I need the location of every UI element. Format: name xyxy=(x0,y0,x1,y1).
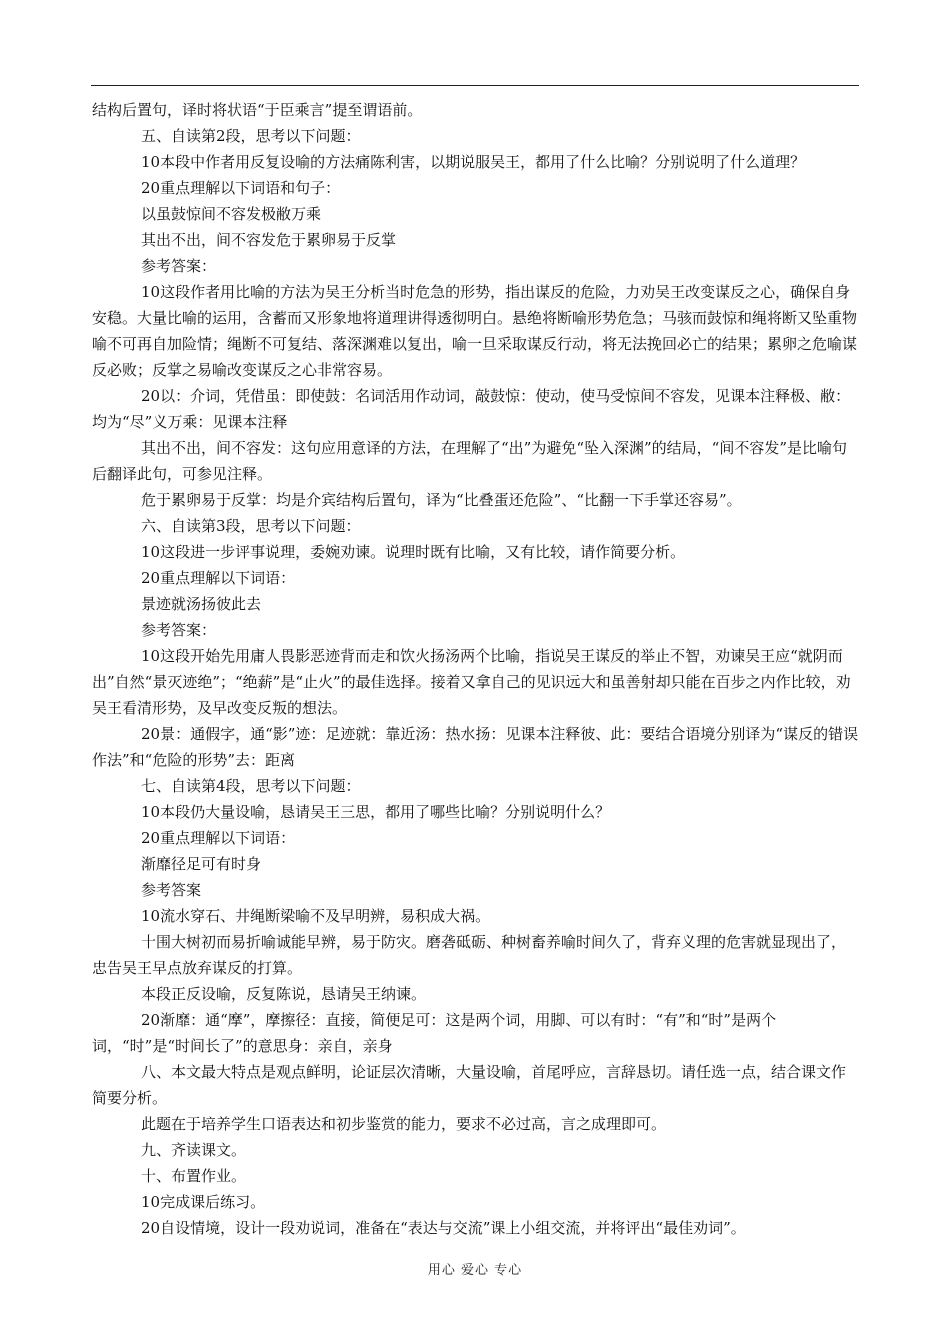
paragraph: 七、自读第4段，思考以下问题： xyxy=(141,777,361,795)
paragraph: 九、齐读课文。 xyxy=(141,1141,247,1159)
paragraph: 其出不出，间不容发：这句应用意译的方法，在理解了“出”为避免“坠入深渊”的结局，“间不容发”是比喻句后翻译此句，可参见注释。 xyxy=(92,439,848,483)
paragraph: 10流水穿石、井绳断梁喻不及早明辨，易积成大祸。 xyxy=(141,907,491,925)
page-footer: 用心 爱心 专心 xyxy=(427,1263,523,1278)
paragraph: 此题在于培养学生口语表达和初步鉴赏的能力，要求不必过高，言之成理即可。 xyxy=(141,1115,667,1133)
paragraph: 10本段中作者用反复设喻的方法痛陈利害，以期说服吴王，都用了什么比喻？分别说明了什么道理？ xyxy=(141,153,806,171)
paragraph: 危于累卵易于反掌：均是介宾结构后置句，译为“比叠蛋还危险”、“比翻一下手掌还容易”。 xyxy=(141,491,742,509)
paragraph: 渐靡径足可有时身 xyxy=(141,855,262,873)
paragraph: 20以：介词，凭借虽：即使鼓：名词活用作动词，敲鼓惊：使动，使马受惊间不容发，见课本注释极、敝：均为“尽”义万乘：见课本注释 xyxy=(92,387,851,431)
paragraph: 本段正反设喻，反复陈说，恳请吴王纳谏。 xyxy=(141,985,427,1003)
paragraph: 10这段进一步评事说理，委婉劝谏。说理时既有比喻，又有比较，请作简要分析。 xyxy=(141,543,686,561)
paragraph: 六、自读第3段，思考以下问题： xyxy=(141,517,361,535)
paragraph: 十围大树初而易折喻诚能早辨，易于防灾。磨砻砥砺、种树畜养喻时间久了，背弃义理的危害就显现出了，忠告吴王早点放弃谋反的打算。 xyxy=(92,933,847,977)
paragraph: 10这段作者用比喻的方法为吴王分析当时危急的形势，指出谋反的危险，力劝吴王改变谋反之心，确保自身安稳。大量比喻的运用，含蓄而又形象地将道理讲得透彻明白。悬绝将断喻形势危急；马骇而鼓惊和绳将断又坠重物喻不可再自加险情；绳断不可复结、落深渊难以复出，喻一旦采取谋反行动，将无法挽回必亡的结果；累卵之危喻谋反必败；反掌之易喻改变谋反之心非常容易。 xyxy=(92,283,858,379)
paragraph: 20重点理解以下词语和句子： xyxy=(141,179,341,197)
paragraph: 其出不出，间不容发危于累卵易于反掌 xyxy=(141,231,397,249)
paragraph: 结构后置句，译时将状语“于臣乘言”提至谓语前。 xyxy=(92,101,423,119)
document-body xyxy=(92,97,860,1241)
paragraph: 10本段仍大量设喻，恳请吴王三思，都用了哪些比喻？分别说明什么？ xyxy=(141,803,611,821)
paragraph: 20重点理解以下词语： xyxy=(141,569,296,587)
paragraph: 10完成课后练习。 xyxy=(141,1193,266,1211)
paragraph: 参考答案： xyxy=(141,257,217,275)
paragraph: 八、本文最大特点是观点鲜明，论证层次清晰，大量设喻，首尾呼应，言辞恳切。请任选一点，结合课文作简要分析。 xyxy=(92,1063,847,1107)
paragraph: 参考答案： xyxy=(141,621,217,639)
paragraph: 20渐靡：通“摩”，摩擦径：直接，简便足可：这是两个词，用脚、可以有时：“有”和“时”是两个词，“时”是“时间长了”的意思身：亲自，亲身 xyxy=(92,1011,777,1055)
paragraph: 十、布置作业。 xyxy=(141,1167,247,1185)
paragraph: 20景：通假字，通“影”迹：足迹就：靠近汤：热水扬：见课本注释彼、此：要结合语境分别译为“谋反的错误作法”和“危险的形势”去：距离 xyxy=(92,725,859,769)
paragraph: 10这段开始先用庸人畏影恶迹背而走和饮火扬汤两个比喻，指说吴王谋反的举止不智，劝谏吴王应“就阴而出”自然“景灭迹绝”；“绝薪”是“止火”的最佳选择。接着又拿自己的见识远大和虽善射却只能在百步之内作比较，劝吴王看清形势，及早改变反叛的想法。 xyxy=(92,647,851,717)
paragraph: 五、自读第2段，思考以下问题： xyxy=(141,127,361,145)
paragraph: 以虽鼓惊间不容发极敝万乘 xyxy=(141,205,322,223)
paragraph: 20重点理解以下词语： xyxy=(141,829,296,847)
paragraph: 参考答案 xyxy=(141,881,202,899)
paragraph: 20自设情境，设计一段劝说词，准备在“表达与交流”课上小组交流，并将评出“最佳劝词”。 xyxy=(141,1219,746,1237)
paragraph: 景迹就汤扬彼此去 xyxy=(141,595,262,613)
header-rule xyxy=(91,85,859,86)
